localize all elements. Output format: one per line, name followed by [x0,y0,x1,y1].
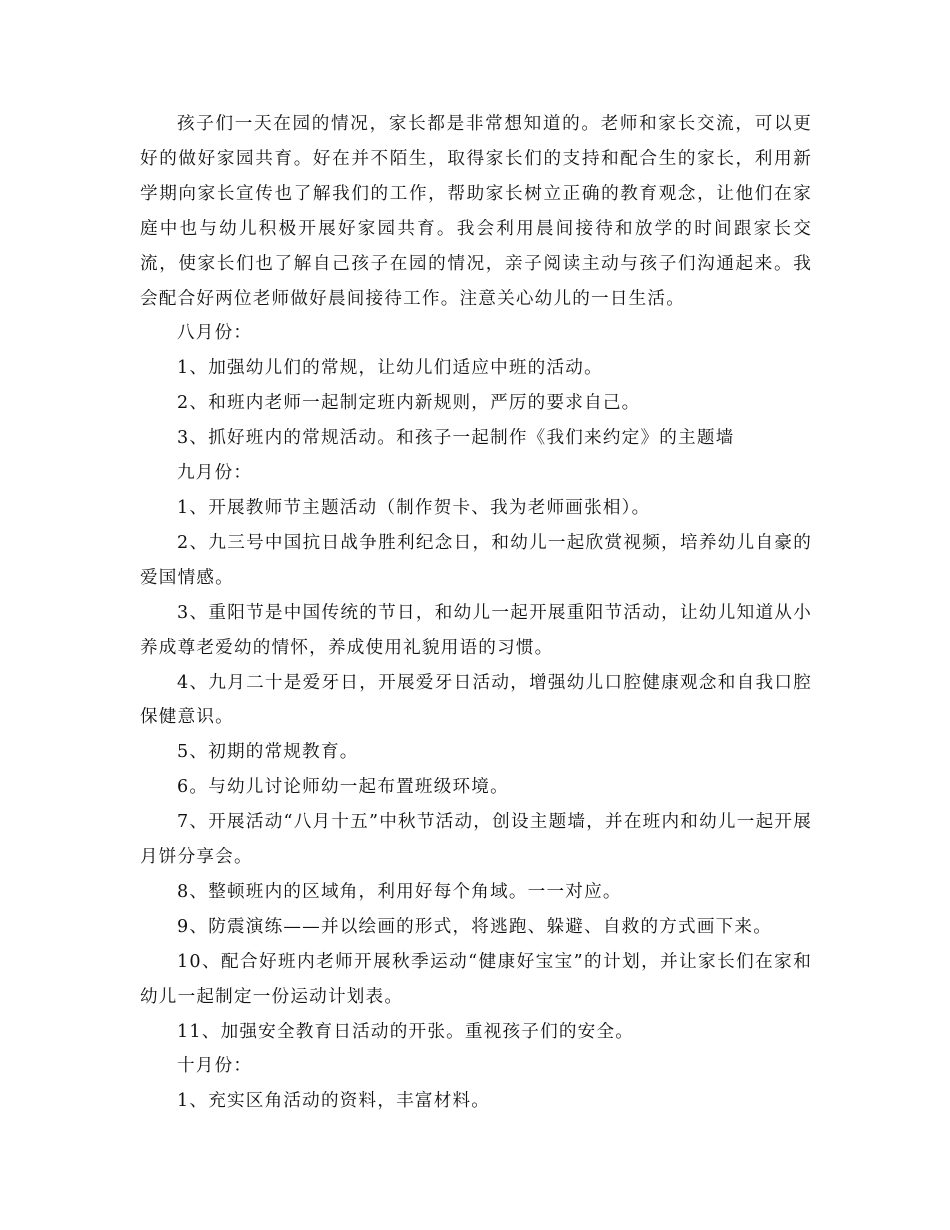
list-item: 4、九月二十是爱牙日，开展爱牙日活动，增强幼儿口腔健康观念和自我口腔保健意识。 [140,672,812,728]
month-heading-september: 九月份： [177,463,253,484]
list-item: 2、和班内老师一起制定班内新规则，严厉的要求自己。 [177,393,641,414]
list-item: 1、充实区角活动的资料，丰富材料。 [177,1091,491,1112]
intro-paragraph: 孩子们一天在园的情况，家长都是非常想知道的。老师和家长交流，可以更好的做好家园共育。好在并不陌生，取得家长们的支持和配合生的家长，利用新学期向家长宣传也了解我们的工作，帮助家长树立正确的教育观念，让他们在家庭中也与幼儿积极开展好家园共育。我会利用晨间接待和放学的时间跟家长交流，使家长们也了解自己孩子在园的情况，亲子阅读主动与孩子们沟通起来。我会配合好两位老师做好晨间接待工作。注意关心幼儿的一日生活。 [140,114,812,309]
list-item: 8、整顿班内的区域角，利用好每个角域。一一对应。 [177,881,622,902]
month-heading-august: 八月份： [177,323,253,344]
month-heading-october: 十月份： [177,1056,253,1077]
list-item: 10、配合好班内老师开展秋季运动“健康好宝宝”的计划，并让家长们在家和幼儿一起制定一份运动计划表。 [140,951,812,1007]
list-item: 7、开展活动“八月十五”中秋节活动，创设主题墙，并在班内和幼儿一起开展月饼分享会。 [140,812,812,868]
list-item: 6。与幼儿讨论师幼一起布置班级环境。 [177,777,509,798]
list-item: 1、开展教师节主题活动（制作贺卡、我为老师画张相）。 [177,497,651,518]
list-item: 3、抓好班内的常规活动。和孩子一起制作《我们来约定》的主题墙 [177,428,735,449]
list-item: 11、加强安全教育日活动的开张。重视孩子们的安全。 [177,1021,635,1042]
list-item: 5、初期的常规教育。 [177,742,359,763]
document-body [140,107,812,1119]
list-item: 9、防震演练——并以绘画的形式，将逃跑、躲避、自救的方式画下来。 [177,916,773,937]
list-item: 2、九三号中国抗日战争胜利纪念日，和幼儿一起欣赏视频，培养幼儿自豪的爱国情感。 [140,532,812,588]
list-item: 1、加强幼儿们的常规，让幼儿们适应中班的活动。 [177,358,603,379]
list-item: 3、重阳节是中国传统的节日，和幼儿一起开展重阳节活动，让幼儿知道从小养成尊老爱幼的情怀，养成使用礼貌用语的习惯。 [140,602,812,658]
